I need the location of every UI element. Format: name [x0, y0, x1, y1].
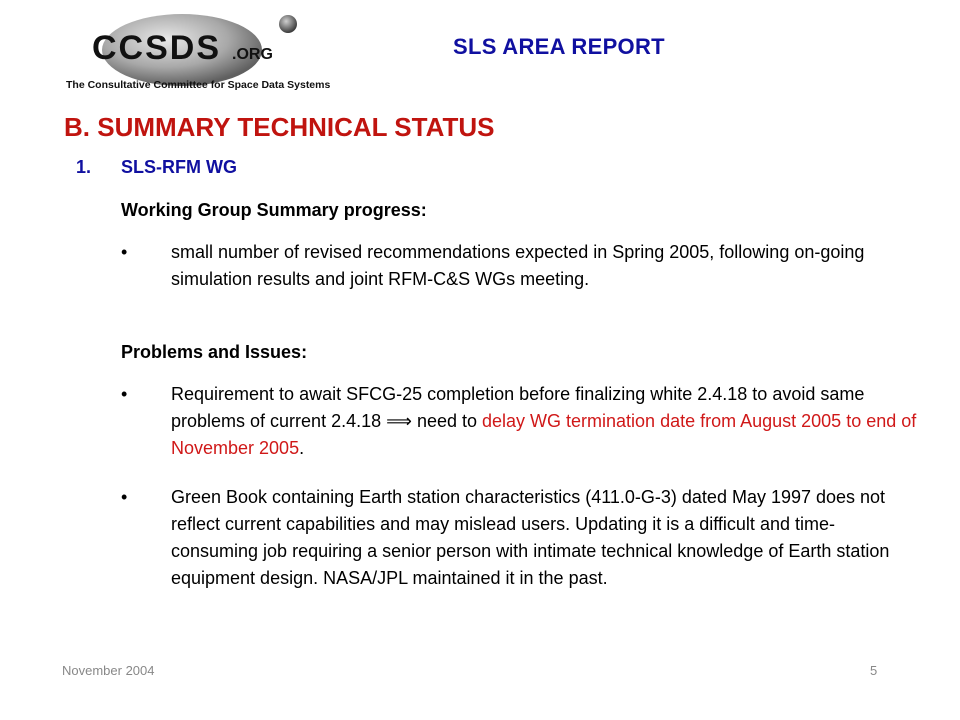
problems-bullet — [121, 484, 921, 592]
highlighted-text: delay WG termination date from August 2005 to end of November 2005 — [171, 411, 917, 458]
bullet-dot: • — [121, 487, 128, 507]
bullet-text-part: . — [299, 438, 305, 458]
summary-label: Working Group Summary progress: — [121, 200, 427, 220]
subsection-title: SLS-RFM WG — [121, 157, 237, 177]
subsection-number: 1. — [76, 157, 92, 177]
bullet-text: small number of revised recommendations expected in Spring 2005, following on-going simulation results and joint RFM-C&S WGs meeting. — [171, 242, 865, 289]
bullet-dot: • — [121, 242, 128, 262]
implies-arrow: ⟹ — [386, 411, 412, 431]
bullet-text-part: Requirement to await SFCG-25 completion before finalizing white 2.4.18 to avoid same problems of current 2.4.18 — [171, 384, 865, 431]
bullet-dot: • — [121, 384, 128, 404]
page-number: 5 — [870, 663, 878, 678]
subsection-heading — [76, 157, 237, 178]
logo-caption: The Consultative Committee for Space Data Systems — [66, 79, 331, 91]
problems-label: Problems and Issues: — [121, 342, 308, 362]
summary-bullet — [121, 239, 921, 293]
footer-date: November 2004 — [62, 663, 155, 678]
logo-domain: .ORG — [232, 46, 273, 63]
header-title: SLS AREA REPORT — [453, 34, 665, 59]
section-heading: B. SUMMARY TECHNICAL STATUS — [64, 112, 495, 142]
problems-bullet — [121, 381, 921, 462]
ccsds-logo — [62, 14, 352, 94]
bullet-text-part: need to — [411, 411, 482, 431]
logo-wordmark: CCSDS — [92, 29, 222, 67]
bullet-text — [171, 381, 921, 462]
bullet-text: Green Book containing Earth station characteristics (411.0-G-3) dated May 1997 does not reflect current capabilities and may mislead users. Updating it is a difficult and time-consuming job requiring a senior person with intimate technical knowledge of Earth station equipment design. NASA/JPL maintained it in the past. — [171, 487, 890, 588]
